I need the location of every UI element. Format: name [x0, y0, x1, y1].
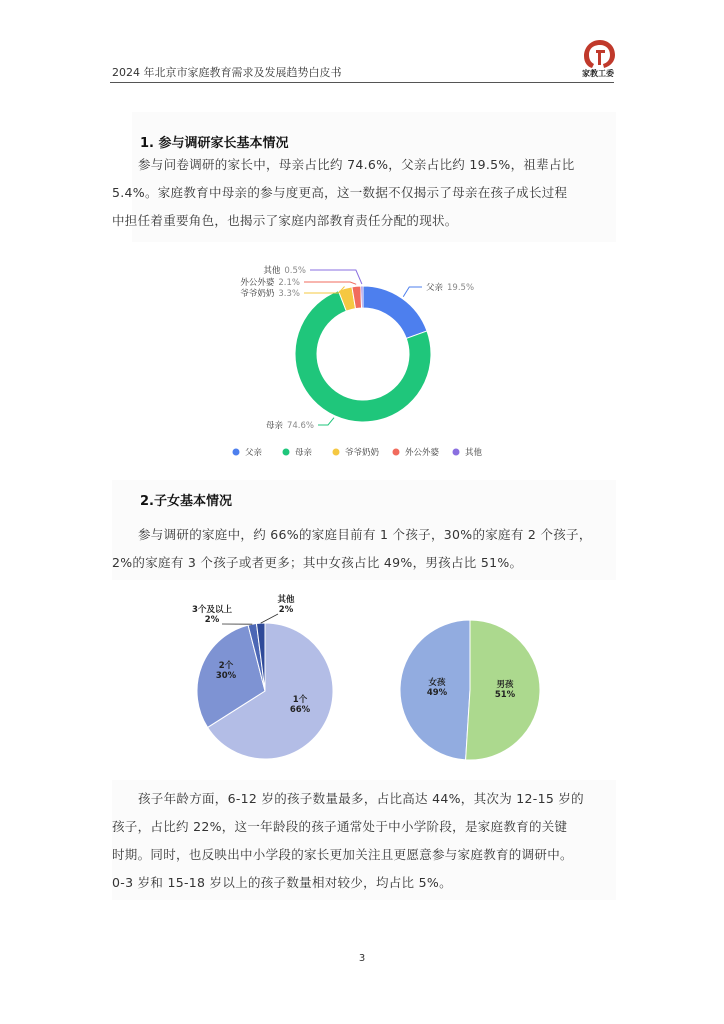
section1-line-1: 参与问卷调研的家长中，母亲占比约 74.6%，父亲占比约 19.5%，祖辈占比 — [138, 157, 575, 172]
children-label-value-1: 30% — [215, 671, 237, 681]
children-leader-line-3 — [261, 614, 278, 623]
section3-line-2: 孩子，占比约 22%，这一年龄段的孩子通常处于中小学阶段，是家庭教育的关键 — [112, 819, 568, 834]
donut-label-0 — [426, 282, 474, 293]
legend-marker-2 — [333, 449, 340, 456]
legend-marker-3 — [393, 449, 400, 456]
gender-pie-chart — [380, 590, 560, 770]
legend-label-0: 父亲 — [245, 448, 263, 458]
section2-line-1: 参与调研的家庭中，约 66%的家庭目前有 1 个孩子，30%的家庭有 2 个孩子， — [138, 527, 592, 542]
parents-donut-chart — [210, 250, 510, 470]
section3-paragraph — [112, 785, 622, 897]
donut-slice-4 — [361, 286, 363, 308]
section3-line-1: 孩子年龄方面，6-12 岁的孩子数量最多，占比高达 44%，其次为 12-15 岁的 — [138, 791, 584, 806]
donut-label-2 — [240, 288, 300, 299]
header-title: 2024 年北京市家庭教育需求及发展趋势白皮书 — [112, 66, 342, 79]
section1-line-2: 5.4%。家庭教育中母亲的参与度更高，这一数据不仅揭示了母亲在孩子成长过程 — [112, 185, 568, 200]
section3-line-4: 0-3 岁和 15-18 岁以上的孩子数量相对较少，均占比 5%。 — [112, 875, 452, 890]
header-rule — [110, 82, 614, 83]
donut-label-name-4: 其他 — [263, 266, 281, 276]
gender-label-name-0: 女孩 — [428, 678, 446, 688]
legend-label-1: 母亲 — [295, 448, 313, 458]
section3-line-3: 时期。同时，也反映出中小学段的家长更加关注且更愿意参与家庭教育的调研中。 — [112, 847, 573, 862]
section2-heading: 2.子女基本情况 — [140, 494, 232, 509]
legend-label-3: 外公外婆 — [405, 448, 440, 458]
legend-marker-4 — [453, 449, 460, 456]
donut-slice-0 — [363, 286, 427, 338]
donut-label-value-3: 2.1% — [278, 278, 300, 288]
page-number: 3 — [358, 953, 366, 964]
donut-leader-line-3 — [304, 282, 356, 284]
donut-label-1 — [266, 420, 314, 431]
donut-label-name-3: 外公外婆 — [240, 278, 275, 288]
children-label-name-3: 其他 — [277, 595, 295, 605]
legend-label-2: 爷爷奶奶 — [345, 448, 380, 458]
legend-marker-1 — [283, 449, 290, 456]
children-label-name-0: 1个 — [292, 695, 308, 705]
section1-paragraph — [112, 151, 616, 235]
section2-line-2: 2%的家庭有 3 个孩子或者更多；其中女孩占比 49%，男孩占比 51%。 — [112, 555, 523, 570]
donut-label-name-1: 母亲 — [265, 421, 283, 431]
gender-label-value-1: 51% — [494, 690, 516, 700]
donut-label-4 — [263, 265, 306, 276]
children-count-pie-chart — [160, 590, 360, 770]
children-label-value-0: 66% — [289, 705, 311, 715]
donut-label-value-2: 3.3% — [278, 289, 300, 299]
gender-label-value-0: 49% — [426, 688, 448, 698]
children-label-name-2: 3个及以上 — [192, 605, 232, 615]
donut-label-value-4: 0.5% — [284, 266, 306, 276]
children-label-value-2: 2% — [204, 615, 220, 625]
children-label-value-3: 2% — [278, 605, 294, 615]
donut-label-name-2: 爷爷奶奶 — [240, 289, 275, 299]
legend-marker-0 — [233, 449, 240, 456]
gender-label-name-1: 男孩 — [496, 680, 514, 690]
donut-label-3 — [240, 277, 300, 288]
section1-line-3: 中担任着重要角色，也揭示了家庭内部教育责任分配的现状。 — [112, 213, 458, 228]
logo-text: 家教工委 — [582, 69, 614, 78]
section2-paragraph — [112, 521, 622, 577]
donut-leader-line-0 — [403, 287, 422, 297]
legend-label-4: 其他 — [465, 448, 483, 458]
donut-label-name-0: 父亲 — [426, 283, 444, 293]
donut-leader-line-1 — [318, 418, 334, 425]
children-label-name-1: 2个 — [218, 661, 234, 671]
donut-label-value-0: 19.5% — [447, 283, 475, 293]
section1-heading: 1. 参与调研家长基本情况 — [140, 136, 289, 151]
donut-label-value-1: 74.6% — [286, 421, 314, 431]
